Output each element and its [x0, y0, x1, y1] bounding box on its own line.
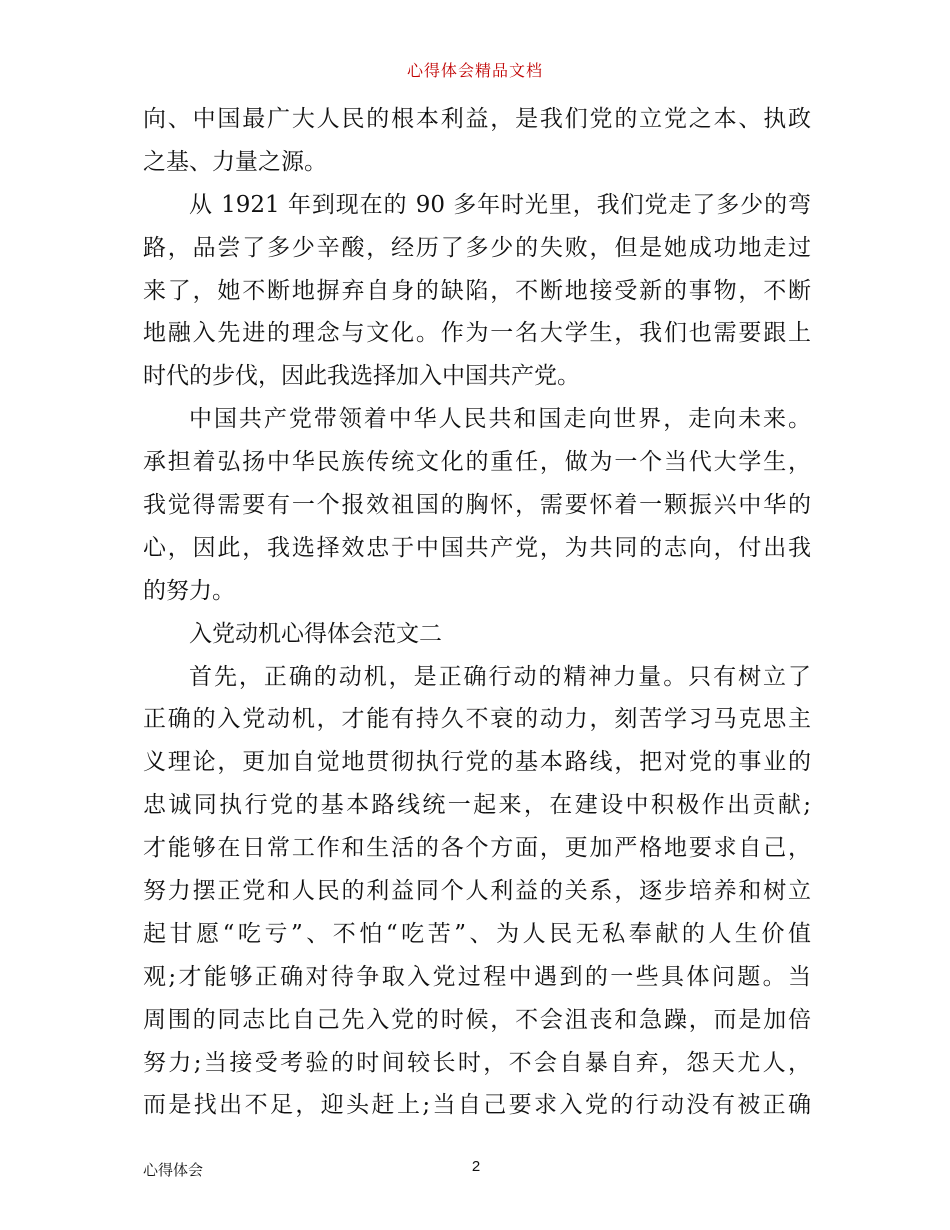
body-line: 心，因此，我选择效忠于中国共产党，为共同的志向，付出我 — [143, 534, 811, 561]
body-line: 周围的同志比自己先入党的时候，不会沮丧和急躁，而是加倍 — [143, 1006, 811, 1033]
body-line: 正确的入党动机，才能有持久不衰的动力，刻苦学习马克思主 — [143, 706, 811, 733]
body-line: 的努力。 — [143, 577, 235, 604]
page-number: 2 — [471, 1158, 481, 1175]
body-line: 而是找出不足，迎头赶上;当自己要求入党的行动没有被正确 — [143, 1092, 811, 1119]
body-line: 承担着弘扬中华民族传统文化的重任，做为一个当代大学生， — [143, 449, 811, 476]
body-line: 首先，正确的动机，是正确行动的精神力量。只有树立了 — [189, 663, 811, 690]
body-line: 义理论，更加自觉地贯彻执行党的基本路线，把对党的事业的 — [143, 749, 811, 776]
body-line: 起甘愿“吃亏”、不怕“吃苦”、为人民无私奉献的人生价值 — [143, 920, 811, 947]
document-header-title: 心得体会精品文档 — [406, 61, 543, 80]
body-line: 努力;当接受考验的时间较长时，不会自暴自弃，怨天尤人， — [143, 1049, 811, 1076]
body-line: 中国共产党带领着中华人民共和国走向世界，走向未来。 — [189, 406, 811, 433]
body-line: 我觉得需要有一个报效祖国的胸怀，需要怀着一颗振兴中华的 — [143, 492, 811, 519]
body-line: 来了，她不断地摒弃自身的缺陷，不断地接受新的事物，不断 — [143, 277, 811, 304]
document-body — [143, 98, 811, 1127]
body-line: 忠诚同执行党的基本路线统一起来，在建设中积极作出贡献; — [143, 792, 811, 819]
body-line: 努力摆正党和人民的利益同个人利益的关系，逐步培养和树立 — [143, 878, 811, 905]
body-line: 之基、力量之源。 — [143, 148, 327, 175]
body-line: 路，品尝了多少辛酸，经历了多少的失败，但是她成功地走过 — [143, 234, 811, 261]
body-line: 时代的步伐，因此我选择加入中国共产党。 — [143, 363, 580, 390]
body-line: 向、中国最广大人民的根本利益，是我们党的立党之本、执政 — [143, 106, 811, 132]
body-line: 地融入先进的理念与文化。作为一名大学生，我们也需要跟上 — [143, 320, 811, 347]
body-line: 观;才能够正确对待争取入党过程中遇到的一些具体问题。当 — [143, 963, 811, 990]
section-heading: 入党动机心得体会范文二 — [189, 620, 442, 647]
body-line: 从 1921 年到现在的 90 多年时光里，我们党走了多少的弯 — [189, 191, 811, 218]
footer-label: 心得体会 — [143, 1161, 204, 1179]
body-line: 才能够在日常工作和生活的各个方面，更加严格地要求自己， — [143, 835, 811, 862]
